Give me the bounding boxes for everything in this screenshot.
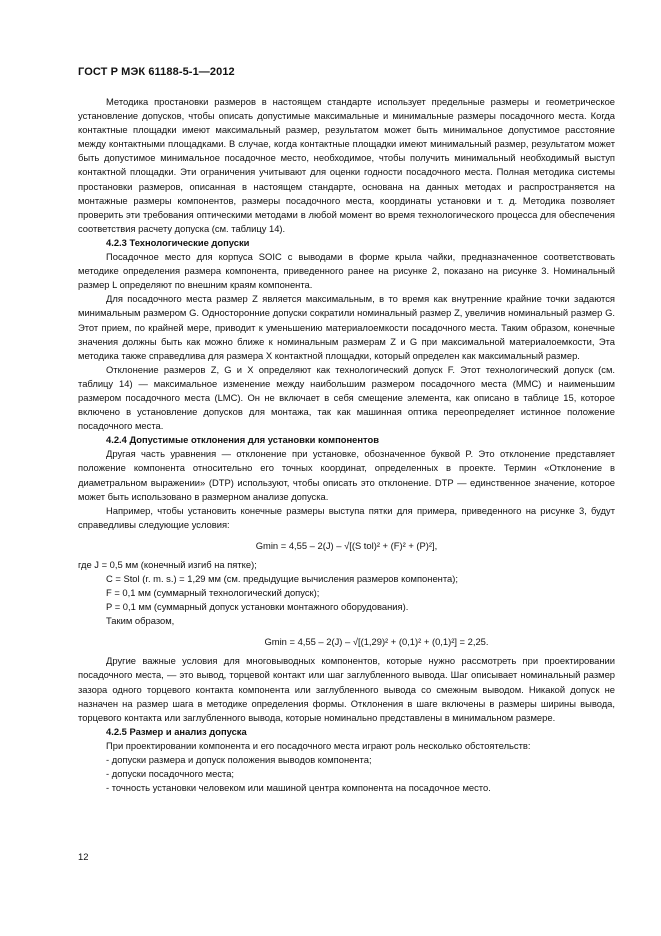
list-item: - точность установки человеком или машиной центра компонента на посадочное место. xyxy=(106,782,491,794)
where-line: P = 0,1 мм (суммарный допуск установки монтажного оборудования). xyxy=(106,601,409,613)
paragraph: Для посадочного места размер Z является максимальным, в то время как внутренние крайние точки задаются минимальным размером G. Односторонние допуски сократили номинальный размер Z, увеличив номинальный размер G. Этот прием, по крайней мере, приводит к уменьшению материалоемкости посадочного места. Таким образом, конечные значения должны быть как можно ближе к номинальным размерам Z и G при максимальной материалоемкости, Эта методика также справедлива для размера X контактной площадки, который определен как максимальный размер. xyxy=(78,293,616,361)
list-item: - допуски размера и допуск положения выводов компонента; xyxy=(106,754,372,766)
paragraph: Например, чтобы установить конечные размеры выступа пятки для примера, приведенного на рисунке 3, будут справедливы следующие условия: xyxy=(78,504,615,530)
paragraph: Методика простановки размеров в настоящем стандарте использует предельные размеры и геометрическое установление допусков, чтобы описать допустимые максимальные и минимальные размеры посадочного места. Когда контактные площадки имеют максимальный размер, результатом может быть минимальное допустимое расстояние между контактными площадками. В случае, когда контактные площадки имеют минимальный размер, результатом может быть допустимое минимальное посадочное место, необходимое, чтобы получить минимальный необходимый выступ контактной площадки. Эти ограничения учитывают для оценки годности посадочного места. Полная методика системы простановки размеров, описанная в настоящем стандарте, основана на данных методах и распространяется на монтажные размеры компонентов, размеры посадочного места, координаты установки и т. д. Методика позволяет проверить эти требования оптическими методами в любой момент во время технологического процесса для обеспечения соответствия расчету допуска (см. таблицу 14). xyxy=(78,96,615,234)
section-heading-4-2-3: 4.2.3 Технологические допуски xyxy=(106,236,250,248)
page-number: 12 xyxy=(78,851,89,862)
paragraph: Посадочное место для корпуса SOIC с выводами в форме крыла чайки, предназначенное соответствовать методике определения размера компонента, приведенного ранее на рисунке 2, показано на рисунке 3. Номинальный размер L определяют по внешним краям компонента. xyxy=(78,251,615,291)
paragraph: Другие важные условия для многовыводных компонентов, которые нужно рассмотреть при проектировании посадочного места, — это вывод, торцевой контакт или шаг заглубленного вывода. Шаг описывает номинальный размер зазора одного торцевого контакта компонента или заглубленного вывода со смежным выводом. Никакой допуск не назначен на размер шага в методике определения формы. Отклонения в шаге включены в размеры ширины вывода, торцевого контакта или заглубленного вывода, которые номинально представлены в минимальном размере. xyxy=(78,655,615,723)
where-line: где J = 0,5 мм (конечный изгиб на пятке); xyxy=(78,558,257,570)
paragraph: Таким образом, xyxy=(106,615,175,627)
paragraph: Отклонение размеров Z, G и X определяют как технологический допуск F. Этот технологический допуск (см. таблицу 14) — максимальное изменение между наибольшим размером посадочного места (MMC) и наименьшим размером посадочного места (LMC). Он не включает в себя смещение элемента, как описано в таблице 15, которое включено в установление допусков для монтажа, так как машинная оптика переопределяет истинное положение посадочного места. xyxy=(78,363,615,432)
document-header: ГОСТ Р МЭК 61188-5-1—2012 xyxy=(78,66,235,78)
section-heading-4-2-5: 4.2.5 Размер и анализ допуска xyxy=(106,725,247,737)
formula-gmin-general: Gmin = 4,55 – 2(J) – √[(S tol)² + (F)² + (P)²], xyxy=(255,539,438,551)
list-item: - допуски посадочного места; xyxy=(106,768,235,780)
paragraph: При проектировании компонента и его посадочного места играют роль несколько обстоятельств: xyxy=(106,739,531,751)
formula-gmin-result: Gmin = 4,55 – 2(J) – √[(1,29)² + (0,1)² + (0,1)²] = 2,25. xyxy=(264,636,489,648)
section-heading-4-2-4: 4.2.4 Допустимые отклонения для установки компонентов xyxy=(106,434,379,446)
where-line: C = Stol (r. m. s.) = 1,29 мм (см. предыдущие вычисления размеров компонента); xyxy=(106,573,458,584)
document-body xyxy=(78,95,615,795)
paragraph: Другая часть уравнения — отклонение при установке, обозначенное буквой P. Это отклонение представляет положение компонента относительно его точных координат, определенных в проекте. Термин «Отклонение в диаметральном выражении» (DTP) используют, чтобы описать это отклонение. DTP — единственное значение, которое может быть использовано в размерном анализе допуска. xyxy=(78,448,615,502)
where-line: F = 0,1 мм (суммарный технологический допуск); xyxy=(106,587,320,599)
